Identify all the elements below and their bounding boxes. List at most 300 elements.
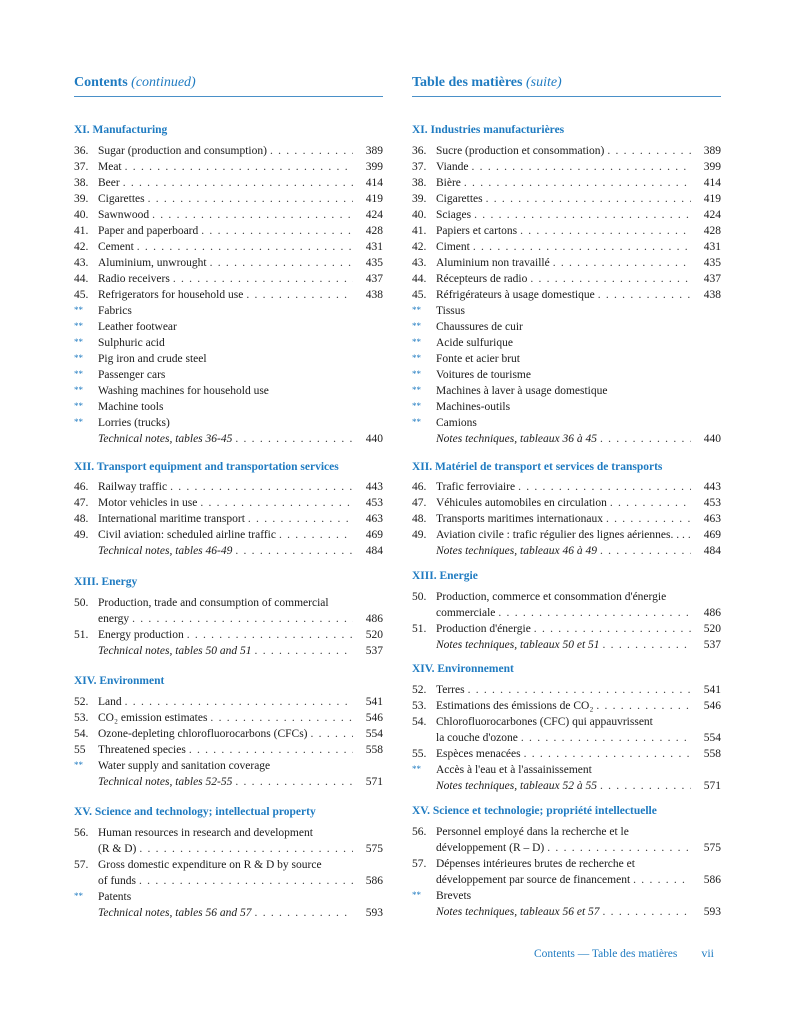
table-number: 57.	[74, 859, 89, 871]
entry-title: Sucre (production et consommation)	[436, 145, 605, 157]
page-number: 414	[703, 177, 721, 189]
table-number: 51.	[412, 623, 427, 635]
table-number: 48.	[412, 513, 427, 525]
dot-leader	[685, 527, 691, 543]
footer-title: Contents — Table des matières	[534, 948, 678, 960]
dot-leader	[167, 479, 353, 495]
table-number: 49.	[412, 529, 427, 541]
entry-title: Railway traffic	[98, 481, 168, 493]
entry-title: Bière	[436, 177, 461, 189]
toc-entry[interactable]	[74, 191, 383, 207]
technical-notes-entry[interactable]	[74, 643, 383, 659]
entry-title: Paper and paperboard	[98, 225, 199, 237]
entry-title: Production, commerce et consommation d'énergie	[436, 591, 667, 603]
page-number: 443	[365, 481, 383, 493]
technical-notes-entry[interactable]	[412, 543, 721, 559]
toc-entry[interactable]	[412, 383, 721, 399]
table-number: 45.	[74, 289, 89, 301]
toc-entry[interactable]	[74, 415, 383, 431]
toc-entry[interactable]	[74, 742, 383, 758]
entry-title: Motor vehicles in use	[98, 497, 198, 509]
entry-title: Accès à l'eau et à l'assainissement	[436, 764, 592, 776]
page-number: 586	[365, 875, 383, 887]
entry-title: Aluminium, unwrought	[98, 257, 207, 269]
dot-leader	[600, 637, 691, 653]
dot-leader	[252, 905, 353, 921]
toc-entry[interactable]	[412, 415, 721, 431]
technical-notes-entry[interactable]	[74, 774, 383, 790]
entry-title: Tissus	[436, 305, 465, 317]
entry-title: commerciale	[436, 607, 496, 619]
toc-entry[interactable]	[74, 595, 383, 627]
entry-title: International maritime transport	[98, 513, 245, 525]
dot-leader	[198, 223, 353, 239]
dot-leader	[597, 543, 691, 559]
table-number: 52.	[412, 684, 427, 696]
entry-title: of funds	[98, 875, 137, 887]
table-number: 51.	[74, 629, 89, 641]
section-title: XII. Matériel de transport et services de transports	[412, 461, 663, 473]
dot-leader	[145, 191, 353, 207]
toc-entry[interactable]	[412, 511, 721, 527]
not-included-marker: **	[412, 305, 421, 315]
page-number: 469	[365, 529, 383, 541]
toc-entry[interactable]	[74, 223, 383, 239]
entry-title: Dépenses intérieures brutes de recherche et	[436, 858, 635, 870]
entry-title: Notes techniques, tableaux 56 et 57	[436, 906, 600, 918]
entry-title: Réfrigérateurs à usage domestique	[436, 289, 595, 301]
dot-leader	[518, 730, 691, 746]
technical-notes-entry[interactable]	[412, 778, 721, 794]
entry-title: Passenger cars	[98, 369, 166, 381]
technical-notes-entry[interactable]	[412, 431, 721, 447]
table-number: 40.	[412, 209, 427, 221]
entry-title: CO₂ emission estimates	[98, 712, 208, 724]
toc-entry[interactable]	[74, 255, 383, 271]
page-number: 428	[365, 225, 383, 237]
entry-title: Notes techniques, tableaux 46 à 49	[436, 545, 597, 557]
entry-title: Technical notes, tables 52-55	[98, 776, 233, 788]
not-included-marker: **	[74, 760, 83, 770]
not-included-marker: **	[74, 321, 83, 331]
toc-entry[interactable]	[74, 303, 383, 319]
page-number: 469	[703, 529, 721, 541]
page-number: 424	[703, 209, 721, 221]
page-number: 537	[365, 645, 383, 657]
not-included-marker: **	[74, 353, 83, 363]
dot-leader	[469, 159, 691, 175]
not-included-marker: **	[412, 401, 421, 411]
entry-title: Fonte et acier brut	[436, 353, 520, 365]
toc-entry[interactable]	[74, 627, 383, 643]
page-number: 546	[703, 700, 721, 712]
dot-leader	[603, 511, 691, 527]
not-included-marker: **	[74, 385, 83, 395]
page-number: 431	[365, 241, 383, 253]
entry-title: Trafic ferroviaire	[436, 481, 516, 493]
page-number: 520	[703, 623, 721, 635]
column-heading: Table des matières (suite)	[412, 75, 721, 97]
toc-entry[interactable]	[74, 726, 383, 742]
page-number: 463	[365, 513, 383, 525]
entry-title: Papiers et cartons	[436, 225, 518, 237]
toc-entry[interactable]	[412, 191, 721, 207]
page-number: 586	[703, 874, 721, 886]
dot-leader	[604, 143, 691, 159]
page-number: 414	[365, 177, 383, 189]
toc-entry[interactable]	[74, 207, 383, 223]
toc-entry[interactable]	[74, 367, 383, 383]
toc-entry[interactable]	[74, 175, 383, 191]
table-number: 57.	[412, 858, 427, 870]
table-number: 43.	[74, 257, 89, 269]
toc-entry[interactable]	[74, 825, 383, 857]
not-included-marker: **	[412, 764, 421, 774]
technical-notes-entry[interactable]	[412, 637, 721, 653]
toc-entry[interactable]	[412, 287, 721, 303]
toc-entry[interactable]	[74, 889, 383, 905]
toc-entry[interactable]	[412, 255, 721, 271]
not-included-marker: **	[74, 401, 83, 411]
entry-title: Voitures de tourisme	[436, 369, 531, 381]
page-number: 453	[365, 497, 383, 509]
dot-leader	[232, 774, 353, 790]
not-included-marker: **	[412, 417, 421, 427]
section-title: XV. Science and technology; intellectual property	[74, 806, 316, 818]
dot-leader	[184, 627, 353, 643]
page-number: 575	[703, 842, 721, 854]
toc-entry[interactable]	[412, 698, 721, 714]
table-number: 41.	[74, 225, 89, 237]
toc-entry[interactable]	[74, 335, 383, 351]
page-number: 541	[703, 684, 721, 696]
section-title: XI. Industries manufacturières	[412, 124, 565, 136]
page-number: 438	[703, 289, 721, 301]
entry-title: Gross domestic expenditure on R & D by source	[98, 859, 322, 871]
dot-leader	[630, 872, 691, 888]
not-included-marker: **	[74, 891, 83, 901]
section-title: XII. Transport equipment and transportation services	[74, 461, 339, 473]
table-number: 41.	[412, 225, 427, 237]
page-number: 437	[365, 273, 383, 285]
dot-leader	[471, 207, 691, 223]
entry-title: Human resources in research and development	[98, 827, 313, 839]
page-number: vii	[701, 946, 715, 960]
entry-title: Sugar (production and consumption)	[98, 145, 267, 157]
entry-title: Civil aviation: scheduled airline traffic	[98, 529, 276, 541]
dot-leader	[593, 698, 691, 714]
table-number: 37.	[74, 161, 89, 173]
dot-leader	[267, 143, 353, 159]
toc-entry[interactable]	[74, 383, 383, 399]
table-number: 53.	[412, 700, 427, 712]
table-number: 52.	[74, 696, 89, 708]
not-included-marker: **	[412, 369, 421, 379]
dot-leader	[245, 511, 353, 527]
entry-title: Acide sulfurique	[436, 337, 513, 349]
toc-entry[interactable]	[412, 271, 721, 287]
entry-title: Refrigerators for household use	[98, 289, 244, 301]
toc-entry[interactable]	[412, 621, 721, 637]
entry-title: Sciages	[436, 209, 472, 221]
entry-title: Notes techniques, tableaux 52 à 55	[436, 780, 597, 792]
section-title: XIII. Energy	[74, 576, 138, 588]
toc-entry[interactable]	[412, 527, 721, 543]
dot-leader	[308, 726, 353, 742]
page-number: 443	[703, 481, 721, 493]
entry-title: Brevets	[436, 890, 472, 902]
not-included-marker: **	[74, 305, 83, 315]
page-number: 389	[365, 145, 383, 157]
toc-entry[interactable]	[74, 758, 383, 774]
entry-title: Energy production	[98, 629, 184, 641]
entry-title: Personnel employé dans la recherche et le	[436, 826, 629, 838]
toc-entry[interactable]	[412, 824, 721, 856]
toc-entry[interactable]	[74, 271, 383, 287]
table-number: 50.	[412, 591, 427, 603]
toc-entry[interactable]	[412, 175, 721, 191]
table-number: 56.	[412, 826, 427, 838]
dot-leader	[243, 287, 353, 303]
dot-leader	[531, 621, 691, 637]
toc-entry[interactable]	[74, 857, 383, 889]
table-number: 55	[74, 744, 86, 756]
toc-entry[interactable]	[412, 239, 721, 255]
table-number: 47.	[74, 497, 89, 509]
entry-title: Notes techniques, tableaux 50 et 51	[436, 639, 600, 651]
not-included-marker: **	[412, 353, 421, 363]
dot-leader	[120, 175, 353, 191]
dot-leader	[129, 611, 353, 627]
toc-entry[interactable]	[74, 710, 383, 726]
dot-leader	[276, 527, 353, 543]
table-number: 39.	[74, 193, 89, 205]
technical-notes-entry[interactable]	[74, 431, 383, 447]
toc-entry[interactable]	[412, 303, 721, 319]
toc-entry[interactable]	[74, 351, 383, 367]
toc-entry[interactable]	[412, 207, 721, 223]
page-number: 558	[365, 744, 383, 756]
table-number: 46.	[412, 481, 427, 493]
not-included-marker: **	[74, 369, 83, 379]
toc-entry[interactable]	[74, 694, 383, 710]
entry-title: Technical notes, tables 50 and 51	[98, 645, 252, 657]
toc-entry[interactable]	[412, 682, 721, 698]
page-number: 486	[365, 613, 383, 625]
dot-leader	[252, 643, 353, 659]
table-number: 42.	[412, 241, 427, 253]
page-footer	[534, 946, 714, 961]
page-number: 484	[703, 545, 721, 557]
entry-title: Cigarettes	[436, 193, 483, 205]
entry-title: Transports maritimes internationaux	[436, 513, 603, 525]
table-number: 42.	[74, 241, 89, 253]
table-number: 40.	[74, 209, 89, 221]
table-number: 44.	[74, 273, 89, 285]
table-number: 37.	[412, 161, 427, 173]
entry-title: Production d'énergie	[436, 623, 531, 635]
dot-leader	[461, 175, 691, 191]
dot-leader	[527, 271, 691, 287]
table-number: 56.	[74, 827, 89, 839]
toc-entry[interactable]	[412, 589, 721, 621]
toc-entry[interactable]	[74, 143, 383, 159]
page-number: 537	[703, 639, 721, 651]
not-included-marker: **	[412, 321, 421, 331]
toc-entry[interactable]	[74, 159, 383, 175]
not-included-marker: **	[74, 337, 83, 347]
toc-entry[interactable]	[412, 856, 721, 888]
toc-entry[interactable]	[412, 888, 721, 904]
entry-title: Machine tools	[98, 401, 164, 413]
page-number: 440	[703, 433, 721, 445]
dot-leader	[550, 255, 691, 271]
toc-entry[interactable]	[74, 319, 383, 335]
page-number: 484	[365, 545, 383, 557]
page-number: 571	[703, 780, 721, 792]
entry-title: Cigarettes	[98, 193, 145, 205]
toc-entry[interactable]	[74, 399, 383, 415]
table-number: 54.	[74, 728, 89, 740]
page-number: 435	[365, 257, 383, 269]
toc-entry[interactable]	[74, 527, 383, 543]
section-title: XI. Manufacturing	[74, 124, 168, 136]
dot-leader	[207, 710, 353, 726]
page-number: 486	[703, 607, 721, 619]
entry-title: Production, trade and consumption of commercial	[98, 597, 329, 609]
technical-notes-entry[interactable]	[412, 904, 721, 920]
entry-title: Patents	[98, 891, 132, 903]
dot-leader	[595, 287, 691, 303]
page-number: 520	[365, 629, 383, 641]
page-number: 428	[703, 225, 721, 237]
entry-title: Fabrics	[98, 305, 132, 317]
toc-entry[interactable]	[412, 714, 721, 746]
dot-leader	[465, 682, 691, 698]
entry-title: Récepteurs de radio	[436, 273, 528, 285]
page-number: 389	[703, 145, 721, 157]
dot-leader	[170, 271, 353, 287]
table-number: 44.	[412, 273, 427, 285]
page-number: 453	[703, 497, 721, 509]
entry-title: Lorries (trucks)	[98, 417, 170, 429]
toc-entry[interactable]	[74, 495, 383, 511]
section-title: XV. Science et technologie; propriété intellectuelle	[412, 805, 657, 817]
technical-notes-entry[interactable]	[74, 543, 383, 559]
toc-entry[interactable]	[412, 495, 721, 511]
page-number: 575	[365, 843, 383, 855]
dot-leader	[515, 479, 691, 495]
dot-leader	[495, 605, 691, 621]
toc-entry[interactable]	[412, 762, 721, 778]
toc-entry[interactable]	[412, 335, 721, 351]
page-number: 571	[365, 776, 383, 788]
entry-title: Land	[98, 696, 122, 708]
section-title: XIV. Environment	[74, 675, 165, 687]
toc-entry[interactable]	[412, 143, 721, 159]
dot-leader	[232, 543, 353, 559]
entry-title: Véhicules automobiles en circulation	[436, 497, 607, 509]
toc-entry[interactable]	[74, 287, 383, 303]
dot-leader	[134, 239, 353, 255]
dot-leader	[207, 255, 353, 271]
toc-entry[interactable]	[412, 319, 721, 335]
page-number: 438	[365, 289, 383, 301]
toc-entry[interactable]	[412, 351, 721, 367]
page-number: 593	[365, 907, 383, 919]
dot-leader	[544, 840, 691, 856]
toc-entry[interactable]	[74, 511, 383, 527]
dot-leader	[122, 159, 353, 175]
entry-title: Aviation civile : trafic régulier des lignes aériennes. . .	[436, 529, 685, 541]
page-number: 431	[703, 241, 721, 253]
toc-entry[interactable]	[412, 746, 721, 762]
entry-title: Sawnwood	[98, 209, 150, 221]
dot-leader	[122, 694, 353, 710]
entry-title: Espèces menacées	[436, 748, 521, 760]
toc-entry[interactable]	[412, 159, 721, 175]
page-number: 593	[703, 906, 721, 918]
dot-leader	[136, 873, 353, 889]
entry-title: développement (R – D)	[436, 842, 545, 854]
dot-leader	[470, 239, 691, 255]
page-number: 554	[703, 732, 721, 744]
entry-title: Threatened species	[98, 744, 186, 756]
dot-leader	[136, 841, 353, 857]
entry-title: Technical notes, tables 46-49	[98, 545, 233, 557]
entry-title: energy	[98, 613, 130, 625]
toc-entry[interactable]	[412, 479, 721, 495]
section-title: XIV. Environnement	[412, 663, 514, 675]
table-number: 38.	[74, 177, 89, 189]
table-number: 43.	[412, 257, 427, 269]
technical-notes-entry[interactable]	[74, 905, 383, 921]
page-number: 546	[365, 712, 383, 724]
entry-title: Pig iron and crude steel	[98, 353, 207, 365]
toc-entry[interactable]	[412, 223, 721, 239]
table-number: 50.	[74, 597, 89, 609]
dot-leader	[483, 191, 691, 207]
table-number: 53.	[74, 712, 89, 724]
dot-leader	[607, 495, 691, 511]
table-number: 48.	[74, 513, 89, 525]
column-heading: Contents (continued)	[74, 75, 383, 97]
not-included-marker: **	[74, 417, 83, 427]
table-number: 46.	[74, 481, 89, 493]
toc-entry[interactable]	[412, 367, 721, 383]
toc-entry[interactable]	[74, 239, 383, 255]
table-number: 47.	[412, 497, 427, 509]
dot-leader	[517, 223, 691, 239]
not-included-marker: **	[412, 337, 421, 347]
toc-entry[interactable]	[412, 399, 721, 415]
entry-title: Technical notes, tables 56 and 57	[98, 907, 252, 919]
entry-title: Machines à laver à usage domestique	[436, 385, 608, 397]
page-number: 437	[703, 273, 721, 285]
table-number: 55.	[412, 748, 427, 760]
page-number: 541	[365, 696, 383, 708]
page-number: 435	[703, 257, 721, 269]
entry-title: Technical notes, tables 36-45	[98, 433, 233, 445]
page-number: 558	[703, 748, 721, 760]
entry-title: Machines-outils	[436, 401, 511, 413]
entry-title: Leather footwear	[98, 321, 177, 333]
not-included-marker: **	[412, 890, 421, 900]
page-number: 419	[703, 193, 721, 205]
toc-entry[interactable]	[74, 479, 383, 495]
page-number: 399	[703, 161, 721, 173]
table-number: 39.	[412, 193, 427, 205]
